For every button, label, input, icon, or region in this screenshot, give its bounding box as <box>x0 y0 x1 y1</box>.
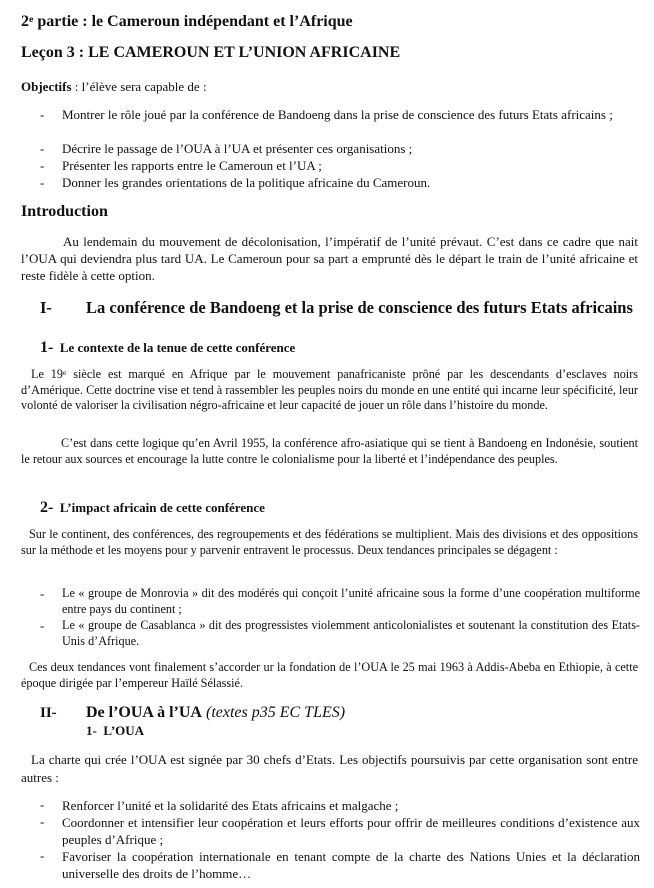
p1-superscript: e <box>62 367 67 377</box>
sub2-title: L’impact africain de cette conférence <box>59 500 265 515</box>
group-item: Le « groupe de Casablanca » dit des progressistes violemment anticolonialistes et soutenant la constitution des Etats-Unis d’Afrique. <box>62 618 640 648</box>
p1-rest: siècle est marqué en Afrique par le mouvement panafricaniste prôné par les descendants d’esclaves noirs d’Amérique. Cette doctrine vise et tend à rassembler les peuples noirs du monde en une entité qui incarne leur spécificité, leur volonté de valoriser la civilisation négro-africaine et leur capacité de jouer un rôle dans l’histoire du monde. <box>21 367 638 412</box>
sub1-number: 1- <box>40 339 54 356</box>
part-number: 2 <box>21 13 29 30</box>
section2-number: II- <box>40 705 57 721</box>
section1-sub2-paragraph1: Sur le continent, des conférences, des regroupements et des fédérations se multiplient. Mais des divisions et des oppositions sur la méthode et les moyens pour y parvenir entravent le processus. Deux tendances principales se dégagent : <box>21 527 638 557</box>
section2-title-line <box>86 704 345 722</box>
list-dash: - <box>40 814 45 829</box>
oua-objective-item: Renforcer l’unité et la solidarité des Etats africains et malgache ; <box>62 798 399 813</box>
list-dash: - <box>40 175 45 190</box>
section1-sub1-heading <box>40 339 295 357</box>
objective-item: Montrer le rôle joué par la conférence de Bandoeng dans la prise de conscience des futurs Etats africains ; <box>62 107 613 122</box>
oua-objective-item: Favoriser la coopération internationale en tenant compte de la charte des Nations Unies et la déclaration universelle des droits de l’homme… <box>62 849 640 881</box>
sub2-number: 2- <box>40 499 54 516</box>
section1-sub1-paragraph1 <box>21 367 638 414</box>
objective-item: Décrire le passage de l’OUA à l’UA et présenter ces organisations ; <box>62 141 413 156</box>
list-dash: - <box>40 158 45 173</box>
list-dash: - <box>40 586 45 601</box>
objective-item: Donner les grandes orientations de la politique africaine du Cameroun. <box>62 175 431 190</box>
section1-number: I- <box>40 298 52 317</box>
s2-sub1-number: 1- <box>86 723 97 738</box>
objectives-intro <box>21 79 207 95</box>
list-dash: - <box>40 107 45 122</box>
part-superscript: e <box>29 13 34 25</box>
section1-sub1-paragraph2: C’est dans cette logique qu’en Avril 1955, la conférence afro-asiatique qui se tient à Bandoeng en Indonésie, soutient le retour aux sources et encourage la lutte contre le colonialisme pour la liberté et l’indépendance des peuples. <box>21 436 638 466</box>
section1-sub2-heading <box>40 499 265 517</box>
part-title: partie : le Cameroun indépendant et l’Afrique <box>33 13 353 30</box>
objectives-label: Objectifs <box>21 79 72 94</box>
section1-sub2-paragraph2: Ces deux tendances vont finalement s’accorder ur la fondation de l’OUA le 25 mai 1963 à Addis-Abeba en Ethiopie, à cette époque dirigée par l’empereur Haïlé Sélassié. <box>21 660 638 690</box>
sub1-title: Le contexte de la tenue de cette conférence <box>59 340 296 355</box>
objective-item: Présenter les rapports entre le Cameroun et l’UA ; <box>62 158 322 173</box>
oua-objective-item: Coordonner et intensifier leur coopération et leurs efforts pour offrir de meilleures conditions d’existence aux peuples d’Afrique ; <box>62 815 640 847</box>
introduction-title: Introduction <box>21 203 108 220</box>
introduction-paragraph: Au lendemain du mouvement de décolonisation, l’impératif de l’unité prévaut. C’est dans ce cadre que nait l’OUA qui deviendra plus tard UA. Le Cameroun pour sa part a emprunté dès le départ le train de l’unité africaine et reste fidèle à cette option. <box>21 234 638 283</box>
p1-start: Le 19 <box>31 367 63 381</box>
s2-sub1-title: L’OUA <box>103 723 145 738</box>
section1-title: La conférence de Bandoeng et la prise de conscience des futurs Etats africains <box>86 298 633 317</box>
section2-title: De l’OUA à l’UA <box>86 704 202 721</box>
section2-sub1-paragraph1: La charte qui crée l’OUA est signée par 30 chefs d’Etats. Les objectifs poursuivis par cette organisation sont entre autres : <box>21 752 638 785</box>
part-heading <box>21 13 353 31</box>
list-dash: - <box>40 797 45 812</box>
group-item: Le « groupe de Monrovia » dit des modérés qui conçoit l’unité africaine sous la forme d’une coopération multiforme entre pays du continent ; <box>62 586 640 616</box>
section2-sub1-heading <box>86 723 144 739</box>
list-dash: - <box>40 618 45 633</box>
objectives-intro-text: : l’élève sera capable de : <box>71 79 207 94</box>
lesson-title: Leçon 3 : LE CAMEROUN ET L’UNION AFRICAINE <box>21 44 401 61</box>
list-dash: - <box>40 848 45 863</box>
section2-title-note: (textes p35 EC TLES) <box>205 704 346 721</box>
list-dash: - <box>40 141 45 156</box>
